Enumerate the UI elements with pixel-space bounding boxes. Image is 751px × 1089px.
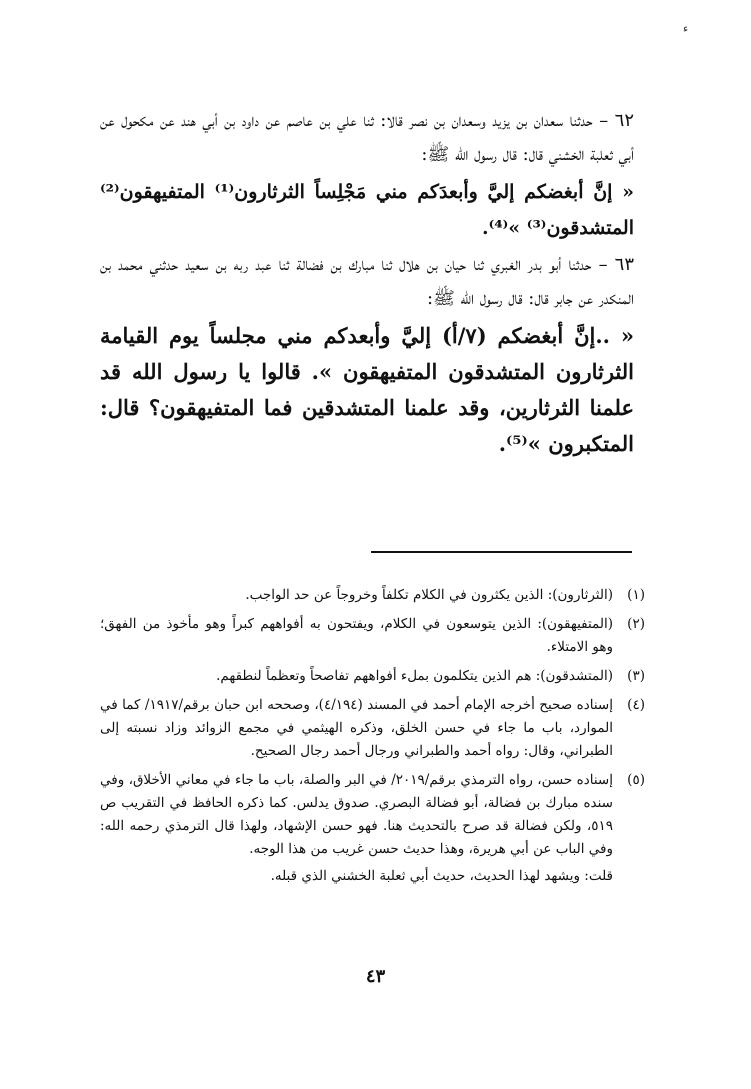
footnote-divider — [371, 551, 632, 553]
footnote-item — [100, 769, 645, 861]
footnotes — [100, 584, 645, 888]
footnote-text: (المتفيهقون): الذين يتوسعون في الكلام، ويفتحون به أفواههم كبراً وهو مأخوذ من الفهق؛ وهو الامتلاء. — [100, 616, 613, 655]
footnote-text: (الثرثارون): الذين يكثرون في الكلام تكلفاً وخروجاً عن حد الواجب. — [245, 587, 613, 603]
footnote-item — [100, 665, 645, 688]
footnote-number: (٥) — [627, 772, 645, 788]
top-mark: ء — [683, 22, 689, 35]
footnote-number: (٣) — [627, 668, 645, 684]
hadith-63-text: « ..إنَّ أبغضكم (٧/أ) إليَّ وأبعدكم مني مجلساً يوم القيامة الثرثارون المتشدقون المتفيهقون ». قالوا يا رسول الله قد علمنا الثرثارين، وقد علمنا المتشدقين فما المتفيهقون؟ قال: المتكبرون »⁽⁵⁾. — [100, 323, 634, 456]
footnote-number: (١) — [627, 587, 645, 603]
footnote-text: (المتشدقون): هم الذين يتكلمون بملء أفواههم تفاصحاً وتعظماً لنطقهم. — [216, 668, 613, 684]
main-text — [100, 104, 634, 462]
footnote-comment: قلت: ويشهد لهذا الحديث، حديث أبي ثعلبة الخشني الذي قبله. — [270, 868, 613, 884]
hadith-63-chain: ٦٣ – حدثنا أبو بدر الغبري ثنا حيان بن هلال ثنا مبارك بن فضالة ثنا عبد ربه بن سعيد حدثني محمد بن المنكدر عن جابر قال: قال رسول الله ﷺ: — [100, 254, 634, 309]
footnote-number: (٢) — [627, 616, 645, 632]
footnote-text: إسناده حسن، رواه الترمذي برقم/٢٠١٩/ في البر والصلة، باب ما جاء في معاني الأخلاق، وفي سنده مبارك بن فضالة، أبو فضالة البصري. صدوق يدلس. كما ذكره الحافظ في التقريب ص ٥١٩، ولكن فضالة قد صرح بالتحديث هنا. فهو حسن الإشهاد، ولهذا قال الترمذي رحمه الله: وفي الباب عن أبي هريرة، وهذا حديث حسن غريب من هذا الوجه. — [100, 772, 613, 857]
footnote-number: (٤) — [627, 697, 645, 713]
footnote-text: إسناده صحيح أخرجه الإمام أحمد في المسند (٤/١٩٤)، وصححه ابن حبان برقم/١٩١٧/ كما في الموارد، باب ما جاء في حسن الخلق، وذكره الهيثمي في مجمع الزوائد وزاد نسبته إلى الطبراني، وقال: رواه أحمد والطبراني ورجال أحمد رجال الصحيح. — [100, 697, 613, 759]
footnote-item — [100, 613, 645, 659]
hadith-62-chain: ٦٢ – حدثنا سعدان بن يزيد وسعدان بن نصر قالا: ثنا علي بن عاصم عن داود بن أبي هند عن مكحول عن أبي ثعلبة الخشني قال: قال رسول الله ﷺ: — [100, 110, 634, 165]
page-number: ٤٣ — [365, 966, 386, 987]
footnote-item — [100, 584, 645, 607]
hadith-62-text: « إنَّ أبغضكم إليَّ وأبعدَكم مني مَجْلِساً الثرثارون⁽¹⁾ المتفيهقون⁽²⁾ المتشدقون⁽³⁾ »⁽⁴⁾. — [100, 181, 635, 239]
footnote-item — [100, 694, 645, 763]
